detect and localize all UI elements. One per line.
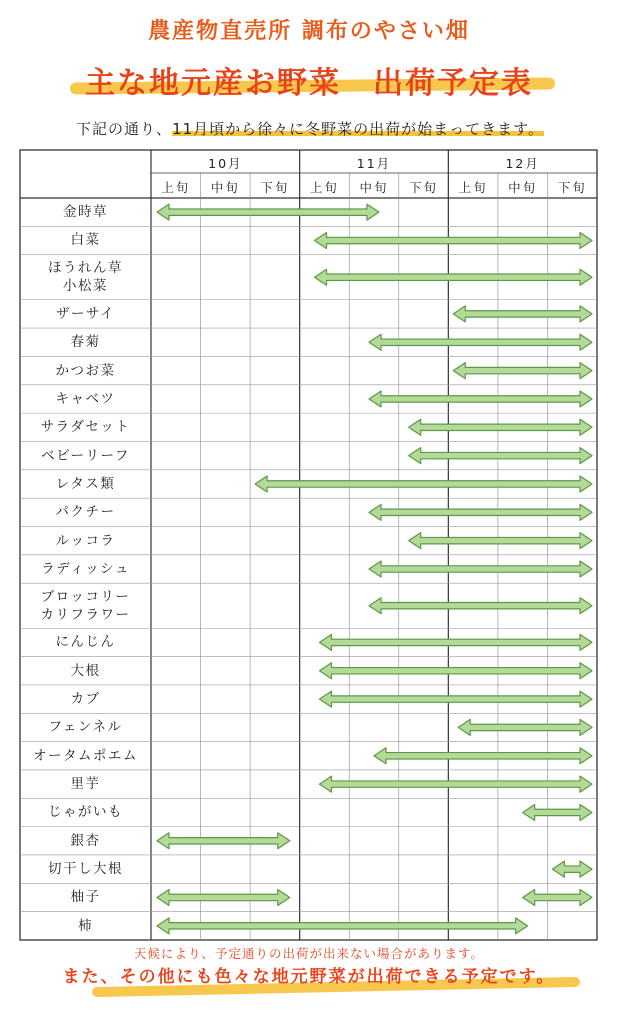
intro-prefix: 下記の通り、 — [76, 120, 173, 138]
period-label: 上旬 — [161, 180, 191, 195]
shipping-period-arrow — [409, 448, 592, 464]
shipping-period-arrow — [157, 889, 290, 905]
schedule-title: 主な地元産お野菜 出荷予定表 — [85, 66, 533, 101]
vegetable-name: 銀杏 — [70, 832, 101, 849]
vegetable-name: ルッコラ — [55, 532, 116, 549]
shipping-period-arrow — [315, 233, 592, 249]
vegetable-name: カブ — [70, 691, 101, 708]
intro-highlight: 11月頃から徐々に冬野菜の出荷が始まってきます。 — [172, 120, 544, 138]
footer-block — [0, 962, 618, 1002]
month-label: 11月 — [356, 156, 392, 171]
vegetable-name: 金時草 — [63, 204, 108, 221]
period-label: 上旬 — [458, 180, 488, 195]
shipping-period-arrow — [369, 504, 592, 520]
shipping-period-arrow — [453, 363, 592, 379]
other-vegetables-note: また、その他にも色々な地元野菜が出荷できる予定です。 — [62, 967, 556, 987]
weather-note: 天候により、予定通りの出荷が出来ない場合があります。 — [133, 946, 484, 961]
vegetable-name: ブロッコリー カリフラワー — [40, 588, 131, 623]
vegetable-name: 春菊 — [70, 334, 101, 351]
period-label: 下旬 — [557, 180, 587, 195]
vegetable-name: にんじん — [55, 634, 116, 651]
shipping-period-arrow — [523, 804, 592, 820]
vegetable-name: かつお菜 — [55, 362, 116, 379]
vegetable-name: サラダセット — [40, 419, 131, 436]
vegetable-name: 里芋 — [70, 776, 101, 793]
vegetable-name: 大根 — [70, 662, 101, 679]
shipping-period-arrow — [157, 204, 379, 220]
shipping-period-arrow — [157, 918, 528, 934]
vegetable-name: オータムポエム — [33, 747, 138, 764]
vegetable-name: じゃがいも — [48, 804, 123, 821]
vegetable-name: キャベツ — [55, 390, 116, 407]
period-label: 中旬 — [508, 180, 538, 195]
shipping-period-arrow — [369, 598, 592, 614]
shipping-period-arrow — [409, 533, 592, 549]
vegetable-name: ザーサイ — [55, 305, 116, 322]
shipping-period-arrow — [255, 476, 592, 492]
vegetable-name: 切干し大根 — [48, 861, 123, 878]
vegetable-name: ベビーリーフ — [41, 447, 130, 464]
period-label: 上旬 — [309, 180, 339, 195]
shipping-period-arrow — [552, 861, 592, 877]
period-label: 下旬 — [260, 180, 290, 195]
vegetable-name: ラディッシュ — [41, 560, 130, 577]
vegetable-name: パクチー — [55, 504, 116, 521]
period-label: 中旬 — [210, 180, 240, 195]
vegetable-name: ほうれん草 小松菜 — [48, 260, 123, 295]
shipping-period-arrow — [409, 419, 592, 435]
shipping-period-arrow — [458, 719, 592, 735]
shipping-period-arrow — [369, 391, 592, 407]
shipping-period-arrow — [319, 776, 592, 792]
shipping-period-arrow — [319, 663, 592, 679]
month-label: 12月 — [505, 156, 540, 171]
shipping-period-arrow — [369, 561, 592, 577]
shipping-period-arrow — [157, 833, 290, 849]
shipping-period-arrow — [374, 748, 592, 764]
period-label: 下旬 — [409, 180, 439, 195]
shipping-period-arrow — [369, 334, 592, 350]
vegetable-name: フェンネル — [48, 719, 123, 736]
period-label: 中旬 — [359, 180, 389, 195]
shipping-period-arrow — [523, 889, 592, 905]
vegetable-name: 柿 — [78, 917, 93, 934]
store-title: 農産物直売所 調布のやさい畑 — [148, 19, 470, 44]
month-label: 10月 — [208, 156, 243, 171]
shipping-period-arrow — [319, 691, 592, 707]
vegetable-name: レタス類 — [55, 475, 116, 492]
shipping-period-arrow — [319, 634, 592, 650]
vegetable-name: 白菜 — [70, 232, 101, 249]
shipping-period-arrow — [315, 269, 592, 285]
vegetable-name: 柚子 — [70, 889, 101, 906]
shipping-period-arrow — [453, 306, 592, 322]
